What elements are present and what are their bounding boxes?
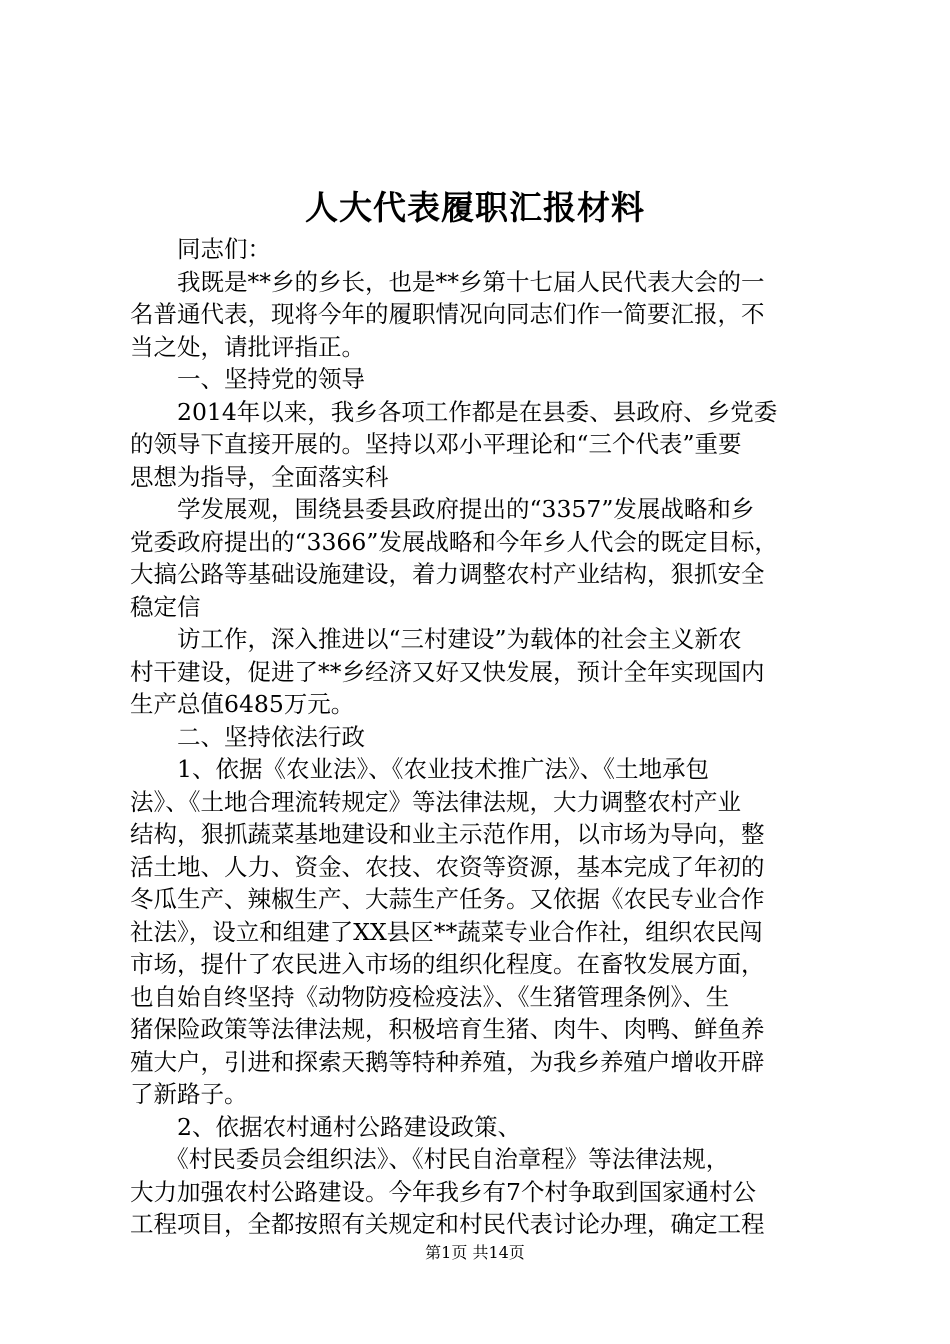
- text-line: 了新路子。: [130, 1080, 248, 1108]
- text-line: 村干建设，促进了**乡经济又好又快发展，预计全年实现国内: [130, 657, 765, 686]
- page-footer: 第1页 共14页: [425, 1243, 525, 1262]
- text-line: 一、坚持党的领导: [130, 365, 365, 393]
- text-line: 殖大户，引进和探索天鹅等特种养殖，为我乡养殖户增收开辟: [130, 1047, 765, 1076]
- text-line: 名普通代表，现将今年的履职情况向同志们作一简要汇报，不: [130, 300, 765, 328]
- document-title: 人大代表履职汇报材料: [305, 188, 645, 227]
- text-line: 工程项目，全都按照有关规定和村民代表讨论办理，确定工程: [130, 1210, 765, 1238]
- text-line: 社法》，设立和组建了XX县区**蔬菜专业合作社，组织农民闯: [130, 917, 763, 946]
- text-line: 思想为指导，全面落实科: [130, 462, 389, 491]
- text-line: 《村民委员会组织法》、《村民自治章程》等法律法规，: [130, 1145, 730, 1173]
- text-line: 2、依据农村通村公路建设政策、: [130, 1112, 521, 1141]
- text-line: 市场，提什了农民进入市场的组织化程度。在畜牧发展方面，: [130, 950, 765, 978]
- text-line: 1、依据《农业法》、《农业技术推广法》、《土地承包: [130, 755, 709, 783]
- text-line: 也自始自终坚持《动物防疫检疫法》、《生猪管理条例》、生: [130, 982, 730, 1011]
- text-line: 2014年以来，我乡各项工作都是在县委、县政府、乡党委: [130, 397, 778, 426]
- document-body: [130, 233, 830, 1241]
- text-line: 党委政府提出的“3366”发展战略和今年乡人代会的既定目标，: [130, 527, 778, 556]
- text-line: 学发展观，围绕县委县政府提出的“3357”发展战略和乡: [130, 495, 755, 523]
- text-line: 法》、《土地合理流转规定》等法律法规，大力调整农村产业: [130, 787, 741, 816]
- text-line: 冬瓜生产、辣椒生产、大蒜生产任务。又依据《农民专业合作: [130, 885, 765, 913]
- text-line: 大搞公路等基础设施建设，着力调整农村产业结构，狠抓安全: [130, 560, 765, 588]
- text-line: 稳定信: [130, 592, 201, 621]
- text-line: 同志们：: [130, 235, 271, 263]
- text-line: 二、坚持依法行政: [130, 722, 365, 751]
- text-line: 生产总值6485万元。: [130, 690, 355, 718]
- text-line: 的领导下直接开展的。坚持以邓小平理论和“三个代表”重要: [130, 430, 742, 458]
- text-line: 活土地、人力、资金、农技、农资等资源，基本完成了年初的: [130, 852, 765, 881]
- text-line: 大力加强农村公路建设。今年我乡有7个村争取到国家通村公: [130, 1177, 756, 1206]
- text-line: 我既是**乡的乡长，也是**乡第十七届人民代表大会的一: [130, 267, 765, 296]
- text-line: 访工作，深入推进以“三村建设”为载体的社会主义新农: [130, 625, 742, 653]
- text-line: 结构，狠抓蔬菜基地建设和业主示范作用，以市场为导向，整: [130, 820, 765, 848]
- text-line: 当之处，请批评指正。: [130, 332, 365, 361]
- text-line: 猪保险政策等法律法规，积极培育生猪、肉牛、肉鸭、鲜鱼养: [130, 1015, 765, 1043]
